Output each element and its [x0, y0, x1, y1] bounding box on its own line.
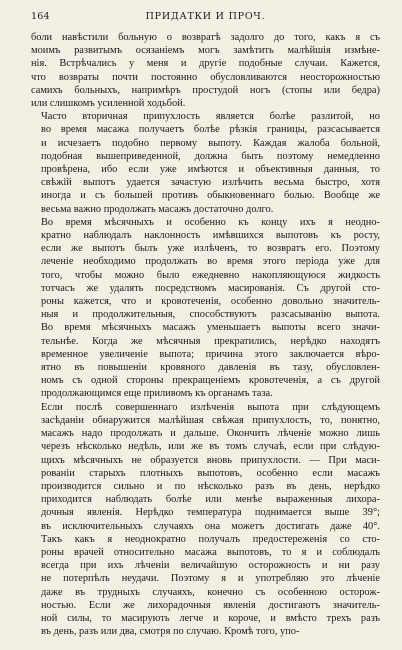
text-line: не потерпѣлъ неудачи. Поэтому я и употребляю это лѣченіе: [41, 573, 380, 585]
paragraph: [31, 216, 380, 401]
text-line: во время масажа получаетъ болѣе рѣзкія границы, разсасывается: [41, 124, 380, 136]
text-line: ятно въ повышеніи кровяного давленія въ тазу, обусловлен-: [41, 362, 380, 374]
text-line: нія. Встрѣчались у меня и другіе подобные случаи. Кажется,: [31, 58, 380, 70]
text-line: весьма важно продолжать масажъ достаточно долго.: [41, 203, 274, 215]
text-line: что возвраты почти постоянно обусловливаются неосторожностью: [31, 71, 380, 83]
running-title: ПРИДАТКИ И ПРОЧ.: [145, 11, 266, 22]
text-line: ныя и продолжительныя, способствуютъ разсасыванію выпота.: [41, 309, 380, 321]
text-line: боли навѣстили больную о возвратѣ задолго до того, какъ я съ: [31, 32, 380, 43]
text-line: Такъ какъ я неоднократно получалъ предостереженія со сто-: [41, 533, 380, 545]
text-line: въ исключительныхъ случаяхъ она можетъ достигать даже 40°.: [41, 520, 380, 532]
text-line: щихъ мѣсячныхъ не образуется вновь припухлости. — При маси-: [41, 454, 380, 466]
text-line: производится сильно и по нѣсколько разъ въ день, нерѣдко: [41, 480, 380, 492]
text-line: номъ съ одной стороны прекращеніемъ кровотеченія, а съ другой: [41, 375, 380, 387]
text-line: продолжающимся еще приливомъ къ органамъ таза.: [41, 388, 273, 400]
text-line: подобная вышеприведенной, должна быть поэтому немедленно: [41, 150, 380, 162]
text-line: дочныя явленія. Нерѣдко температура поднимается выше 39°;: [41, 507, 380, 519]
paragraph: [31, 110, 380, 216]
paragraph: [31, 31, 380, 110]
text-line: черезъ нѣсколько недѣль, или же въ томъ случаѣ, если при слѣдую-: [41, 441, 380, 453]
page-number: 164: [31, 11, 50, 22]
text-line: моимъ развитымъ осязаніемъ могъ замѣтить малѣйшія измѣне-: [31, 45, 380, 57]
text-line: тотчасъ же удалять посредствомъ масированія. Съ другой сто-: [41, 282, 380, 294]
text-line: ностью. Если же лихорадочныя явленія достигаютъ значитель-: [41, 599, 380, 611]
text-line: роны кажется, что и кровотеченія, особенно довольно значитель-: [41, 296, 380, 308]
text-line: временное увеличеніе выпота; причина этого заключается вѣро-: [41, 348, 380, 360]
text-line: даже въ трудныхъ случаяхъ, конечно съ особенною осторож-: [41, 586, 380, 598]
text-line: масажъ надо продолжать и дальше. Окончить лѣченіе можно лишь: [41, 428, 380, 440]
text-line: Если послѣ совершеннаго излѣченія выпота при слѣдующемъ: [41, 401, 380, 413]
text-line: роны врачей относительно масажа выпотовъ, то я и соблюдалъ: [41, 546, 380, 558]
text-line: или слишкомъ усиленной ходьбой.: [31, 98, 186, 110]
text-line: свѣжій выпотъ удается зачастую излѣчить весьма быстро, хотя: [41, 177, 380, 189]
text-line: рованіи старыхъ плотныхъ выпотовъ, особенно если масажъ: [41, 467, 380, 479]
text-line: Во время мѣсячныхъ масажъ уменьшаетъ выпоты всего значи-: [41, 322, 380, 334]
text-line: въ день, разъ или два, смотря по случаю. Кромѣ того, упо-: [41, 626, 300, 638]
text-line: провѣрена, ибо если уже имѣются и объективныя данныя, то: [41, 164, 380, 176]
text-line: самихъ больныхъ, напримѣръ простудой ногъ (стопы или бедра): [31, 84, 380, 96]
text-line: приходится наблюдать болѣе или менѣе выраженныя лихора-: [41, 494, 380, 506]
paragraph: [31, 401, 380, 639]
text-line: если же выпотъ былъ уже излѣченъ, то возвратъ его. Поэтому: [41, 243, 380, 255]
text-line: иногда и съ большей противъ обыкновеннаго болью. Вообще же: [41, 190, 380, 202]
text-line: тельнѣе. Когда же мѣсячныя прекратились, нерѣдко находятъ: [41, 335, 380, 347]
running-head: [31, 10, 380, 24]
text-line: того, чтобы можно было ежедневно накопляющуюся жидкость: [41, 269, 380, 281]
text-line: всегда при ихъ лѣченіи величайшую осторожность и ни разу: [41, 560, 380, 572]
body-text: [31, 31, 380, 638]
text-line: засѣданіи обнаружится малѣйшая свѣжая припухлость, то, понятно,: [41, 414, 380, 426]
text-line: ной силы, то масирують легче и короче, и вмѣсто трехъ разъ: [41, 612, 380, 624]
text-line: Во время мѣсячныхъ и особенно къ концу ихъ я неодно-: [41, 216, 380, 228]
text-line: и исчезаетъ подобно первому выпоту. Каждая жалоба больной,: [41, 137, 380, 149]
text-line: кратно наблюдалъ наклонность имѣвшихся выпотовъ къ росту,: [41, 230, 380, 242]
text-line: леченіе необходимо продолжать во время этого періода уже для: [41, 256, 380, 268]
text-line: Часто вторичная припухлость является болѣе разлитой, но: [41, 111, 380, 123]
